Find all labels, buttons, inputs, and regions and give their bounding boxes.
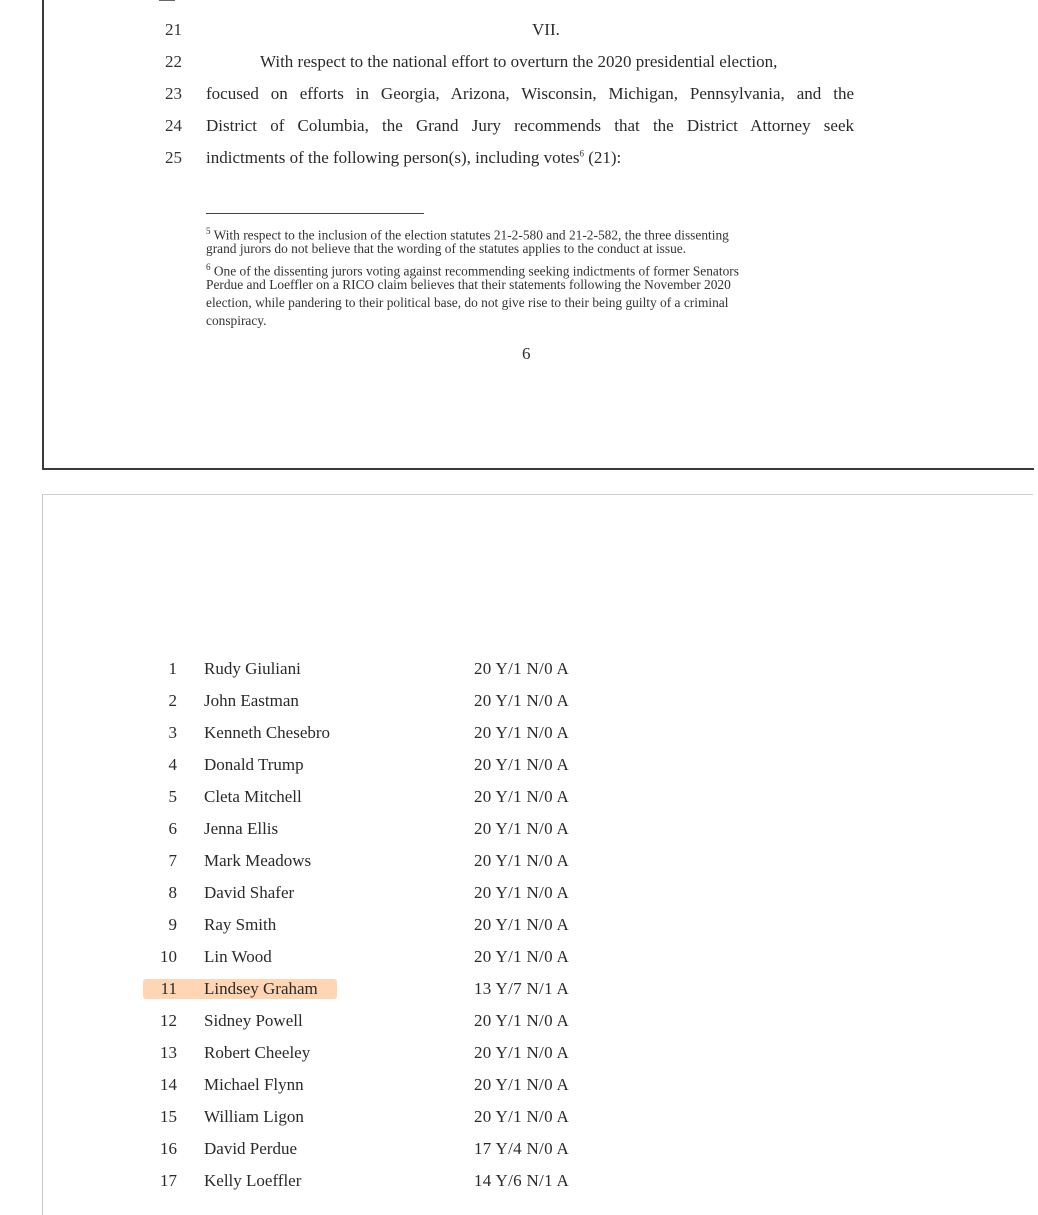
vote-count: 20 Y/1 N/0 A: [474, 755, 570, 774]
row-number: 1: [168, 659, 177, 678]
vote-count: 20 Y/1 N/0 A: [474, 851, 570, 870]
paragraph-line-24: District of Columbia, the Grand Jury recommends that the District Attorney seek: [206, 116, 854, 135]
row-number: 12: [160, 1011, 177, 1030]
person-name: Rudy Giuliani: [204, 659, 301, 678]
person-name: Sidney Powell: [204, 1011, 303, 1030]
person-name: David Perdue: [204, 1139, 298, 1158]
footnote-6-line-3: election, while pandering to their political base, do not give rise to their being guilty of a criminal: [206, 295, 729, 310]
person-name: Kenneth Chesebro: [204, 723, 331, 742]
paragraph-line-25: [206, 148, 621, 168]
row-number: 2: [168, 691, 177, 710]
paragraph-line-22: With respect to the national effort to overturn the 2020 presidential election,: [260, 52, 778, 71]
footnote-5-text-1: With respect to the inclusion of the election statutes 21-2-580 and 21-2-582, the three dissenting: [213, 227, 729, 243]
person-name: Robert Cheeley: [204, 1043, 311, 1062]
footnote-6-reference: 6: [579, 148, 584, 159]
row-number: 4: [168, 755, 177, 774]
paragraph-line-25-text: indictments of the following person(s), including votes: [206, 148, 580, 167]
row-number: 6: [168, 819, 177, 838]
line-number-23: 23: [165, 84, 182, 103]
row-number: 3: [168, 723, 177, 742]
footnote-6-line-4: conspiracy.: [206, 313, 267, 328]
vote-count: 20 Y/1 N/0 A: [474, 819, 570, 838]
row-number: 16: [160, 1139, 177, 1158]
vote-count: 20 Y/1 N/0 A: [474, 1107, 570, 1126]
vote-count: 20 Y/1 N/0 A: [474, 947, 570, 966]
person-name-highlighted: Lindsey Graham: [204, 979, 318, 998]
vote-count: 20 Y/1 N/0 A: [474, 691, 570, 710]
cut-off-line-number: [159, 0, 175, 1]
person-name: William Ligon: [204, 1107, 304, 1126]
row-number: 8: [168, 883, 177, 902]
person-name: David Shafer: [204, 883, 295, 902]
vote-count: 20 Y/1 N/0 A: [474, 723, 570, 742]
paragraph-line-23: focused on efforts in Georgia, Arizona, Wisconsin, Michigan, Pennsylvania, and the: [206, 84, 854, 103]
row-number: 17: [160, 1171, 177, 1190]
page-gap: [0, 470, 1038, 494]
footnote-separator: [206, 213, 424, 214]
person-name: Ray Smith: [204, 915, 277, 934]
row-number: 14: [160, 1075, 177, 1094]
vote-count: 20 Y/1 N/0 A: [474, 1075, 570, 1094]
person-name: Kelly Loeffler: [204, 1171, 302, 1190]
row-number: 11: [160, 979, 177, 998]
person-name: Mark Meadows: [204, 851, 312, 870]
document-page-7: [42, 494, 1033, 1215]
row-number: 10: [160, 947, 177, 966]
line-number-24: 24: [165, 116, 182, 135]
vote-count: 20 Y/1 N/0 A: [474, 1043, 570, 1062]
footnote-6-line-2: Perdue and Loeffler on a RICO claim believes that their statements following the November 2020: [206, 277, 731, 292]
footnote-6-text-1: One of the dissenting jurors voting against recommending seeking indictments of former Senators: [213, 263, 739, 279]
row-number: 15: [160, 1107, 177, 1126]
vote-count: 20 Y/1 N/0 A: [474, 883, 570, 902]
person-name: Donald Trump: [204, 755, 304, 774]
footnote-6-marker: 6: [206, 262, 211, 272]
person-name: Michael Flynn: [204, 1075, 304, 1094]
vote-count: 13 Y/7 N/1 A: [474, 979, 570, 998]
footnote-5-line-2: grand jurors do not believe that the wording of the statutes applies to the conduct at issue.: [206, 241, 687, 256]
row-number: 9: [168, 915, 177, 934]
line-number-21: 21: [165, 20, 182, 39]
person-name: Cleta Mitchell: [204, 787, 302, 806]
footnote-5-marker: 5: [206, 226, 211, 236]
line-number-22: 22: [165, 52, 182, 71]
section-heading: VII.: [532, 20, 560, 39]
vote-count: 20 Y/1 N/0 A: [474, 787, 570, 806]
vote-count: 20 Y/1 N/0 A: [474, 915, 570, 934]
vote-count: 20 Y/1 N/0 A: [474, 659, 570, 678]
vote-count: 14 Y/6 N/1 A: [474, 1171, 570, 1190]
person-name: Jenna Ellis: [204, 819, 279, 838]
person-name: John Eastman: [204, 691, 299, 710]
page-number: 6: [522, 344, 531, 363]
row-number: 13: [160, 1043, 177, 1062]
document-page-6: [42, 0, 1034, 470]
person-name: Lin Wood: [204, 947, 272, 966]
line-number-25: 25: [165, 148, 182, 167]
row-number: 5: [168, 787, 177, 806]
row-number: 7: [168, 851, 177, 870]
paragraph-line-25-tail: (21):: [583, 148, 622, 167]
vote-count: 20 Y/1 N/0 A: [474, 1011, 570, 1030]
vote-count: 17 Y/4 N/0 A: [474, 1139, 570, 1158]
